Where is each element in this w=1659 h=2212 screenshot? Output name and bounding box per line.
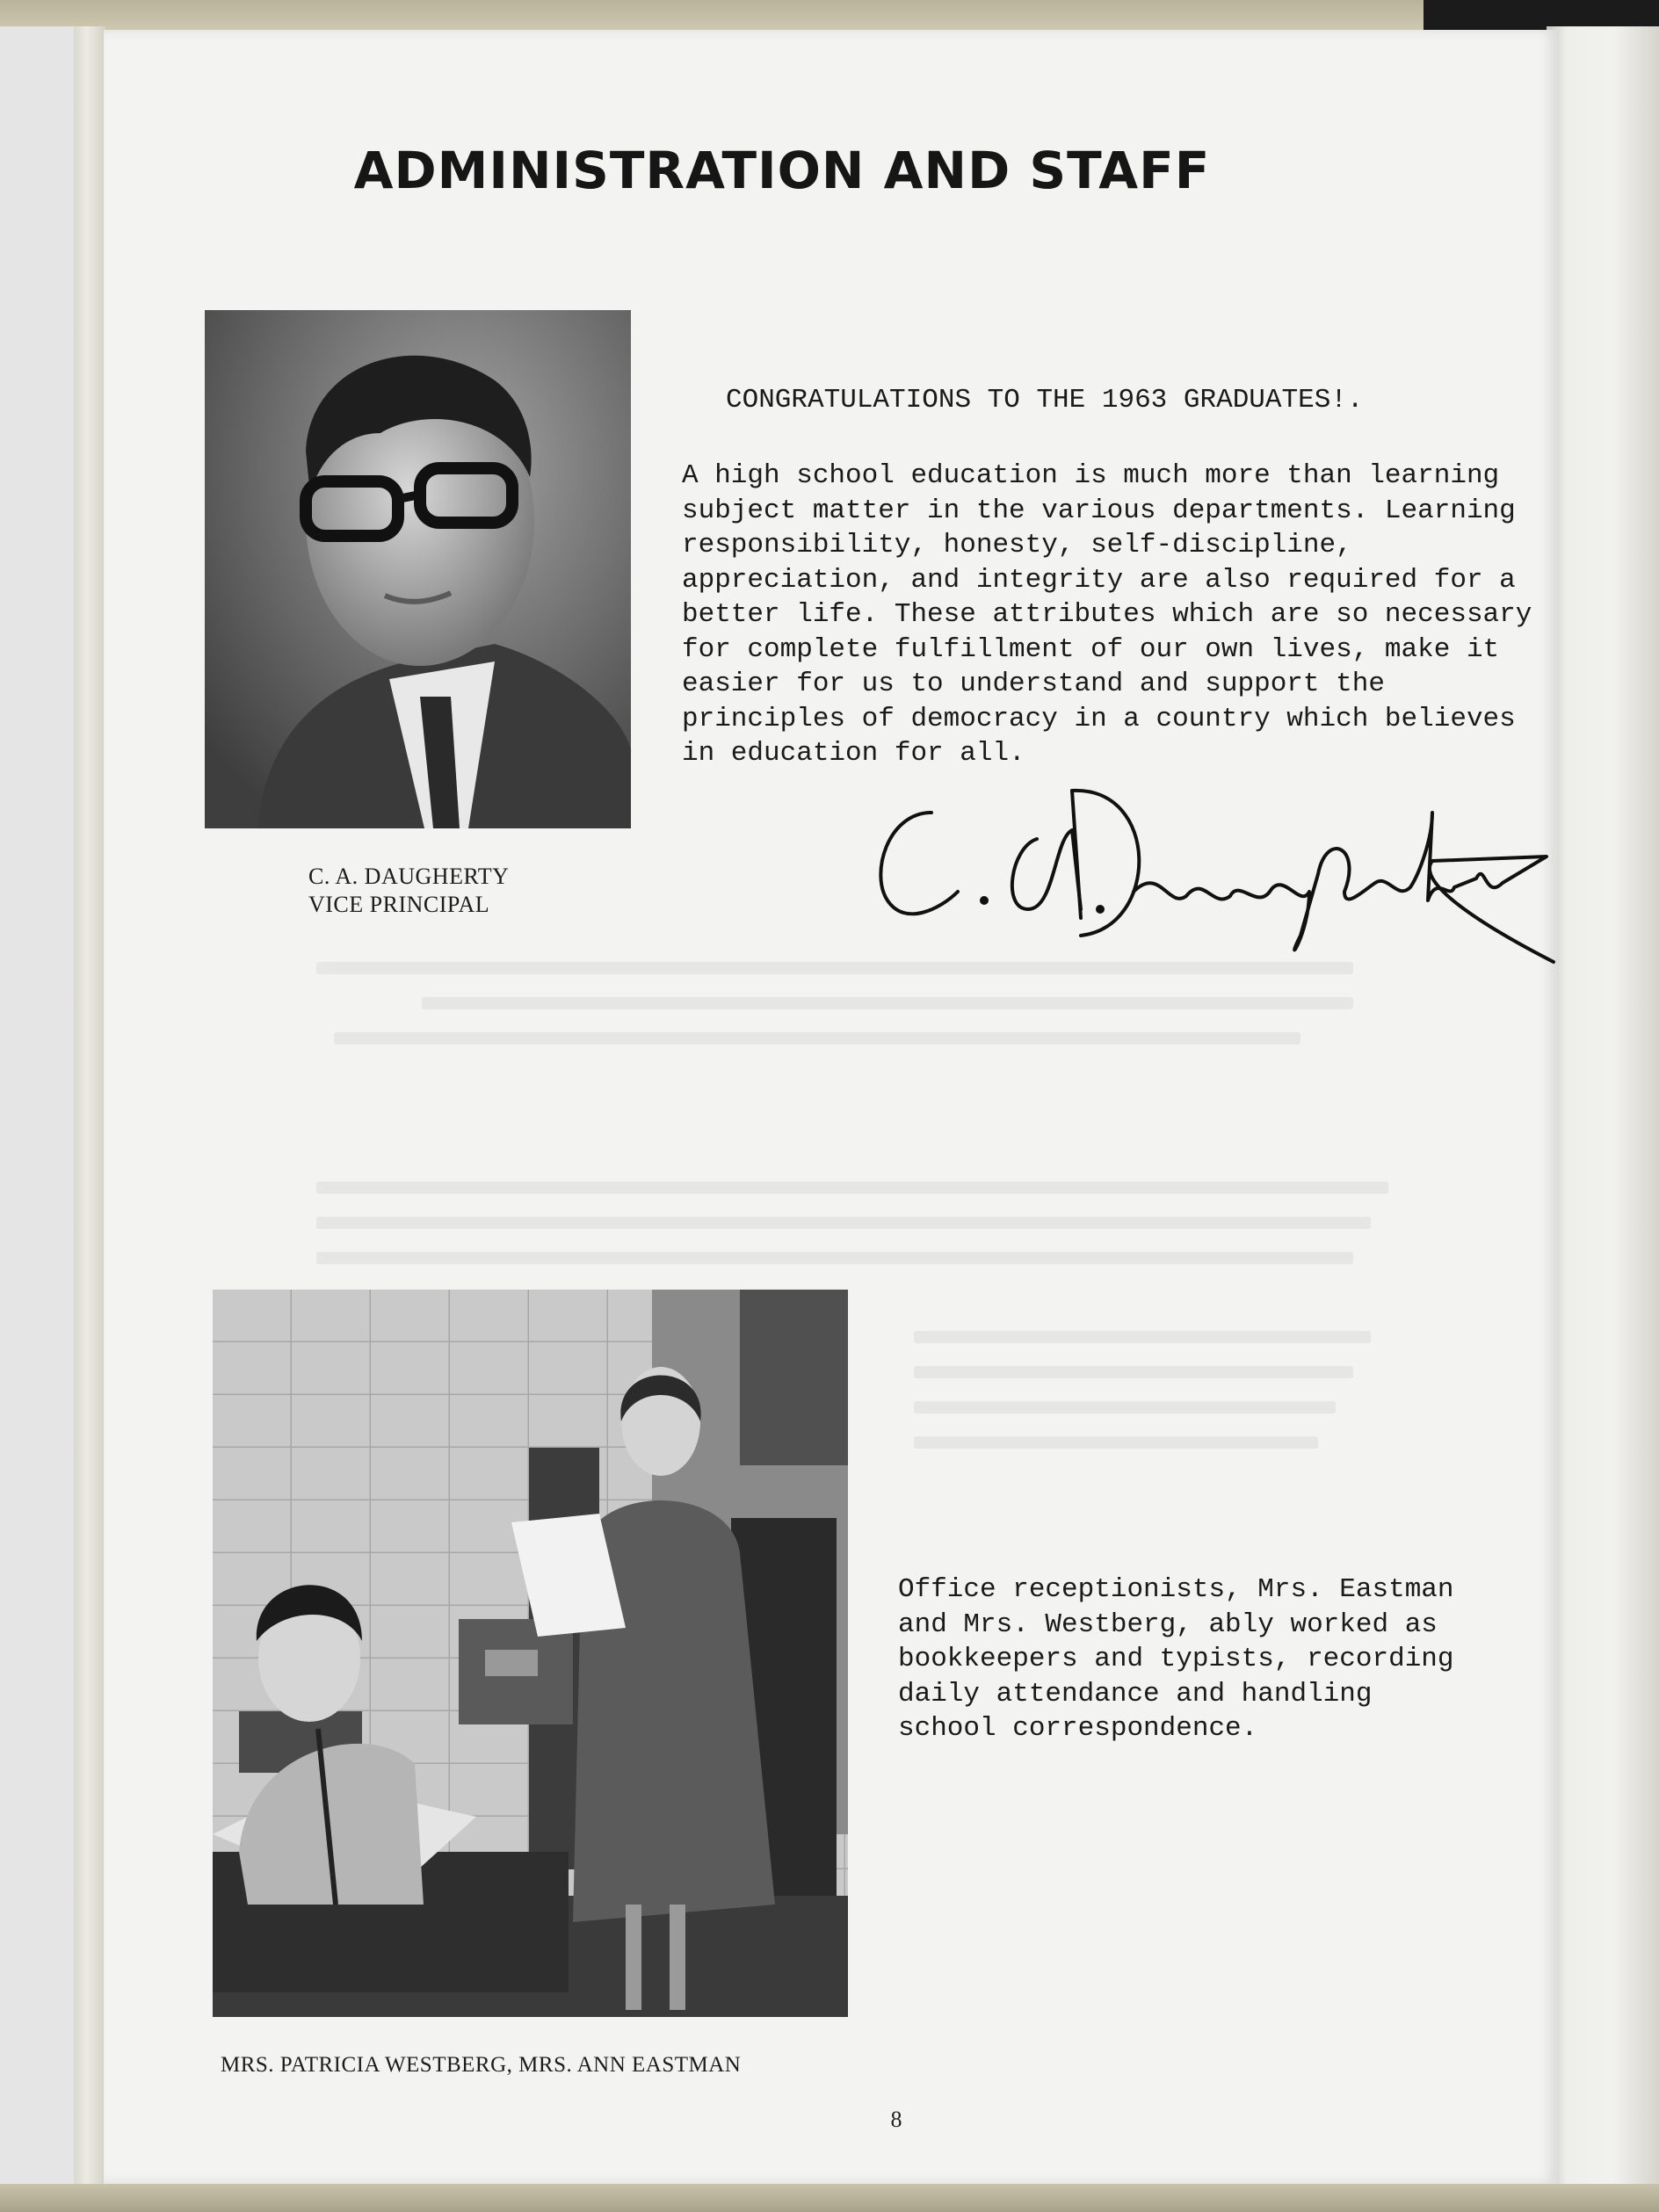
office-description: Office receptionists, Mrs. Eastman and Mrs. Westberg, ably worked as bookkeepers and typists, recording daily attendance and handling school correspondence. (898, 1574, 1454, 1744)
scan-edge-top (0, 0, 1659, 32)
cover-board (0, 26, 81, 2187)
handwritten-signature (870, 777, 1555, 971)
principal-message: A high school education is much more than learning subject matter in the various departments. Learning responsibility, honesty, self-discipline, appreciation, and integrity are also required for a better life. These attributes which are so necessary for complete fulfillment of our own lives, make it easier for us to understand and support the principles of democracy in a country which believes in education for all. (682, 460, 1532, 769)
page-number: 8 (890, 2107, 902, 2132)
principal-portrait (205, 310, 631, 828)
signature (870, 777, 1555, 971)
binding-strip (74, 26, 105, 2187)
office-staff-photo-icon (213, 1290, 848, 2017)
facing-page-edge (1547, 26, 1659, 2186)
congratulations-heading: CONGRATULATIONS TO THE 1963 GRADUATES!. (726, 385, 1364, 416)
office-staff-caption: MRS. PATRICIA WESTBERG, MRS. ANN EASTMAN (221, 2053, 742, 2077)
page-heading: ADMINISTRATION AND STAFF (353, 141, 1211, 200)
scan-edge-top-shadow (1424, 0, 1659, 30)
scan-edge-bottom (0, 2184, 1659, 2212)
portrait-photo-icon (205, 310, 631, 828)
principal-title: VICE PRINCIPAL (308, 892, 490, 917)
office-staff-photo (213, 1290, 848, 2017)
principal-name: C. A. DAUGHERTY (308, 864, 510, 889)
